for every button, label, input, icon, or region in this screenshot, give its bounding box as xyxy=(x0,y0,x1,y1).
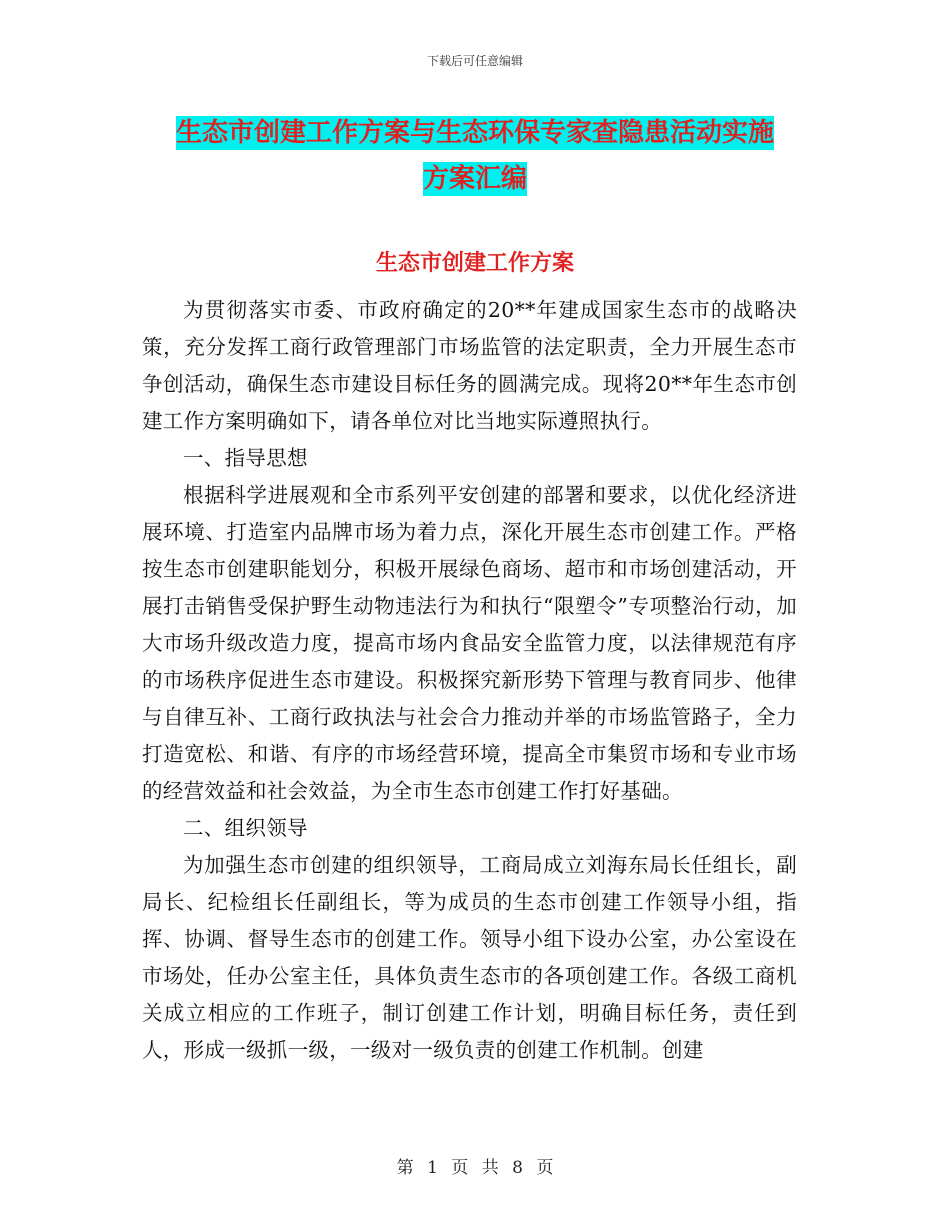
paragraph-organization-leadership: 为加强生态市创建的组织领导，工商局成立刘海东局长任组长，副局长、纪检组长任副组长，等为成员的生态市创建工作领导小组，指挥、协调、督导生态市的创建工作。领导小组下设办公室，办公室设在市场处，任办公室主任，具体负责生态市的各项创建工作。各级工商机关成立相应的工作班子，制订创建工作计划，明确目标任务，责任到人，形成一级抓一级，一级对一级负责的创建工作机制。创建 xyxy=(142,853,797,1062)
section-title: 生态市创建工作方案 xyxy=(375,251,574,276)
page-header-note: 下载后可任意编辑 xyxy=(426,54,523,68)
document-title-line-1: 生态市创建工作方案与生态环保专家查隐患活动实施 xyxy=(175,118,774,148)
page-number-footer: 第 1 页 共 8 页 xyxy=(396,1158,554,1178)
document-title xyxy=(140,110,810,202)
heading-guiding-ideology: 一、指导思想 xyxy=(183,446,308,470)
paragraph-guiding-ideology: 根据科学进展观和全市系列平安创建的部署和要求，以优化经济进展环境、打造室内品牌市场为着力点，深化开展生态市创建工作。严格按生态市创建职能划分，积极开展绿色商场、超市和市场创建活动，开展打击销售受保护野生动物违法行为和执行“限塑令”专项整治行动，加大市场升级改造力度，提高市场内食品安全监管力度，以法律规范有序的市场秩序促进生态市建设。积极探究新形势下管理与教育同步、他律与自律互补、工商行政执法与社会合力推动并举的市场监管路子，全力打造宽松、和谐、有序的市场经营环境，提高全市集贸市场和专业市场的经营效益和社会效益，为全市生态市创建工作打好基础。 xyxy=(142,483,797,803)
heading-organization-leadership: 二、组织领导 xyxy=(183,816,308,840)
document-title-line-2: 方案汇编 xyxy=(422,164,527,194)
paragraph-intro: 为贯彻落实市委、市政府确定的20**年建成国家生态市的战略决策，充分发挥工商行政管理部门市场监管的法定职责，全力开展生态市争创活动，确保生态市建设目标任务的圆满完成。现将20**年生态市创建工作方案明确如下，请各单位对比当地实际遵照执行。 xyxy=(142,298,797,433)
body-text xyxy=(142,292,797,1069)
